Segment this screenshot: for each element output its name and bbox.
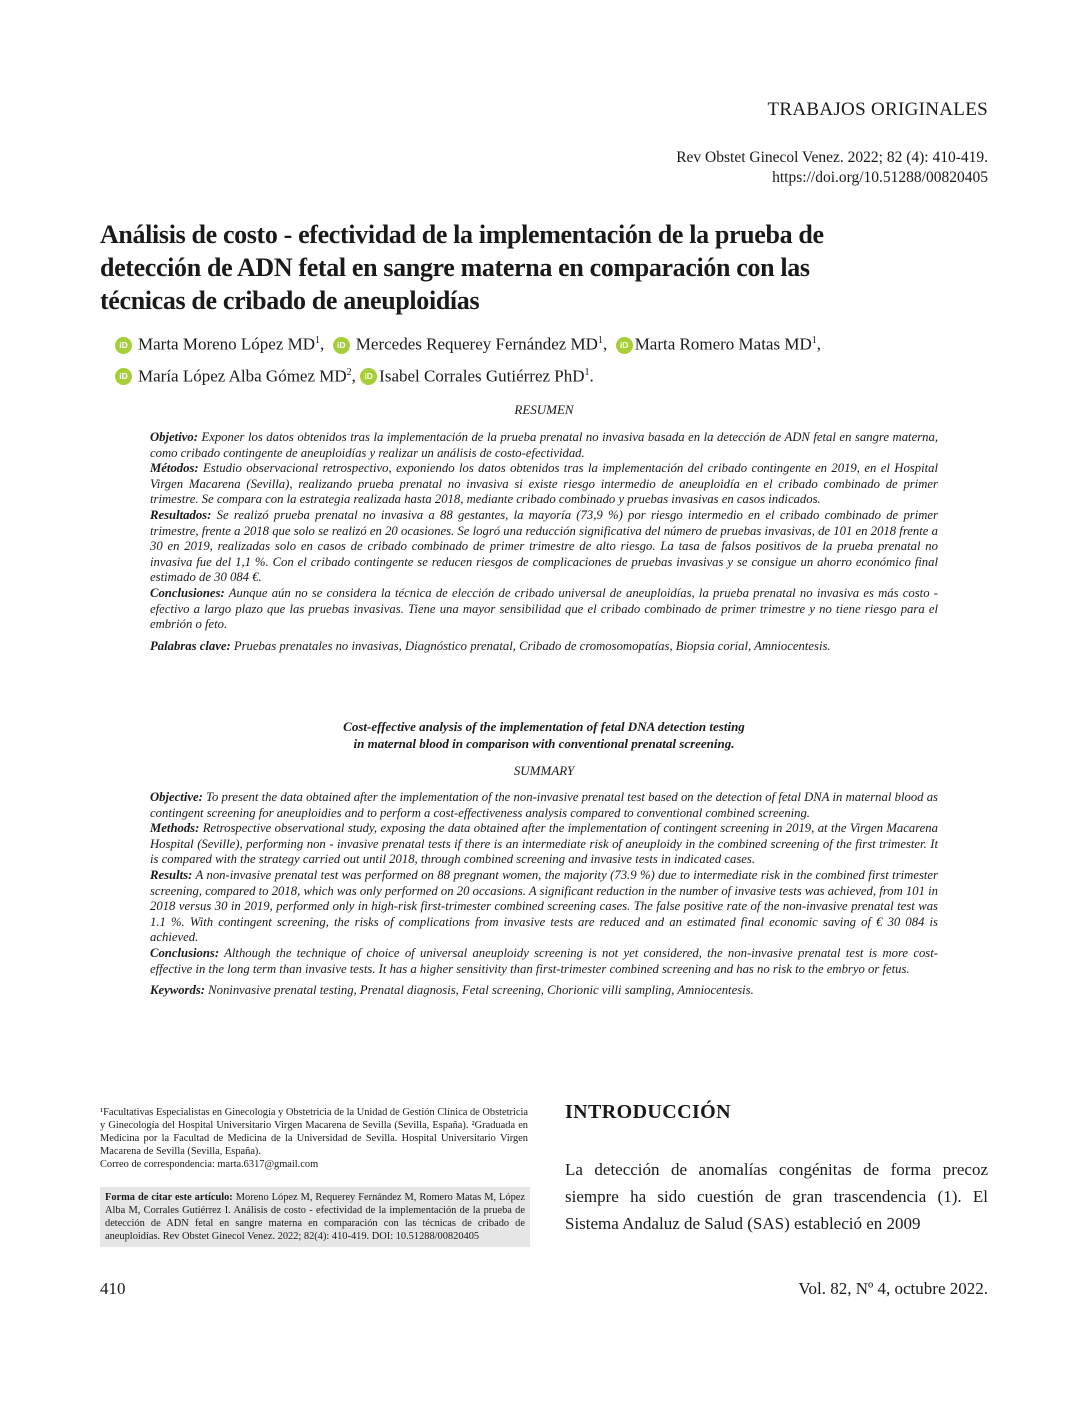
author-separator: , xyxy=(602,334,608,354)
affiliation-mark: 2 xyxy=(346,366,352,378)
affiliation-mark: 1 xyxy=(811,335,817,346)
orcid-icon[interactable]: iD xyxy=(333,337,350,354)
author-name: Mercedes Requerey Fernández MD xyxy=(355,334,598,354)
page-number: 410 xyxy=(100,1279,126,1298)
summary-methods xyxy=(150,821,938,868)
affiliation-mark: 1 xyxy=(597,335,603,346)
correspondence-text: Correo de correspondencia: marta.6317@gmail.com xyxy=(100,1159,319,1170)
citation-box xyxy=(100,1187,530,1247)
palabras-text: Pruebas prenatales no invasivas, Diagnóstico prenatal, Cribado de cromosomopatías, Biopsia corial, Amniocentesis. xyxy=(230,638,831,653)
palabras-label: Palabras clave: xyxy=(150,638,231,653)
methods-label: Methods: xyxy=(150,821,200,836)
orcid-icon[interactable]: iD xyxy=(616,337,633,354)
affiliation-mark: 1 xyxy=(315,335,321,346)
author-name: Isabel Corrales Gutiérrez PhD xyxy=(379,366,585,386)
objective-text: To present the data obtained after the implementation of the non-invasive prenatal test based on the detection of fetal DNA in maternal blood as contingent screening for aneuploidies and to perform a cost-effectiveness analysis compared to conventional combined screening. xyxy=(150,790,938,820)
objetivo-text: Exponer los datos obtenidos tras la implementación de la prueba prenatal no invasiva basada en la detección de ADN fetal en sangre materna, como cribado contingente de aneuploidías y realizar un análisis de costo-efectividad. xyxy=(150,430,938,460)
affiliations-text: ¹Facultativas Especialistas en Ginecología y Obstetricia de la Unidad de Gestión Clínica de Obstetricia y Ginecología del Hospital Universitario Virgen Macarena de Sevilla (Sevilla, España). ²Graduada en Medicina por la Facultad de Medicina de la Universidad de Sevilla. Hospital Universitario Virgen Macarena de Sevilla (Sevilla, España). xyxy=(100,1107,528,1157)
author-name: Marta Moreno López MD xyxy=(138,334,316,354)
section-label: TRABAJOS ORIGINALES xyxy=(767,99,988,120)
summary-heading: SUMMARY xyxy=(513,763,575,778)
conclusiones-text: Aunque aún no se considera la técnica de elección de cribado universal de aneuploidías, la prueba prenatal no invasiva es más costo - efectivo a largo plazo que las pruebas invasivas. Tiene una mayor sensibilidad que el cribado combinado de primer trimestre y no tiene riesgo para el embrión o feto. xyxy=(150,585,938,632)
author-separator: . xyxy=(589,366,594,386)
conclusiones-label: Conclusiones: xyxy=(150,585,225,600)
title-line-3: técnicas de cribado de aneuploidías xyxy=(100,286,480,315)
objetivo-label: Objetivo: xyxy=(150,430,198,444)
author-separator: , xyxy=(816,334,821,354)
orcid-icon[interactable]: iD xyxy=(115,368,132,385)
introduccion-heading: INTRODUCCIÓN xyxy=(565,1101,731,1123)
english-title-line-1: Cost-effective analysis of the implementation of fetal DNA detection testing xyxy=(343,719,745,734)
citation-text: Moreno López M, Requerey Fernández M, Romero Matas M, López Alba M, Corrales Gutiérrez I. Análisis de costo - efectividad de la implementación de la prueba de detección de ADN fetal en sangre materna en comparación con las técnicas de cribado de aneuploidías. Rev Obstet Ginecol Venez. 2022; 82(4): 410-419. DOI: 10.51288/00820405 xyxy=(105,1192,525,1242)
doi-link[interactable]: https://doi.org/10.51288/00820405 xyxy=(772,169,988,186)
article-title xyxy=(100,218,1000,317)
affiliation-mark: 1 xyxy=(584,366,590,378)
summary-block xyxy=(150,790,938,999)
methods-text: Retrospective observational study, exposing the data obtained after the implementation of contingent screening in 2019, at the Virgen Macarena Hospital (Seville), performing non - invasive prenatal tests if there is an intermediate risk of aneuploidy in the combined screening of the first trimester. It is compared with the strategy carried out until 2018, through combined screening and invasive tests in indicated cases. xyxy=(150,821,938,867)
summary-objective xyxy=(150,790,938,821)
title-line-1: Análisis de costo - efectividad de la implementación de la prueba de xyxy=(100,220,824,249)
author-line-1 xyxy=(115,327,1015,359)
journal-citation: Rev Obstet Ginecol Venez. 2022; 82 (4): 410-419. xyxy=(676,149,988,166)
results-text: A non-invasive prenatal test was performed on 88 pregnant women, the majority (73.9 %) due to intermediate risk in the combined first trimester screening, compared to 2018, which was only performed on 20 occasions. A significant reduction in the number of invasive tests was achieved, from 101 in 2018 versus 30 in 2019, performed only in high-risk first-trimester combined screening cases. The false positive rate of the non-invasive prenatal test was 1.1 %. With contingent screening, the risks of complications from invasive tests are reduced and an estimated final economic saving of € 30 084 is achieved. xyxy=(150,867,938,945)
summary-results xyxy=(150,868,938,946)
author-separator: , xyxy=(320,334,325,354)
affiliations-footnote xyxy=(100,1106,528,1171)
english-title xyxy=(100,718,988,752)
title-line-2: detección de ADN fetal en sangre materna en comparación con las xyxy=(100,253,810,282)
orcid-icon[interactable]: iD xyxy=(115,337,132,354)
issue-info: Vol. 82, Nº 4, octubre 2022. xyxy=(798,1279,988,1298)
english-title-line-2: in maternal blood in comparison with conventional prenatal screening. xyxy=(353,736,735,751)
objective-label: Objective: xyxy=(150,790,203,804)
conclusions-label: Conclusions: xyxy=(150,945,220,960)
author-name: Marta Romero Matas MD xyxy=(634,334,812,354)
author-line-2 xyxy=(115,359,1015,391)
resumen-resultados xyxy=(150,508,938,586)
resumen-metodos xyxy=(150,461,938,508)
resultados-text: Se realizó prueba prenatal no invasiva a 88 gestantes, la mayoría (73,9 %) por riesgo intermedio en el cribado combinado de primer trimestre, frente a 2018 que solo se realizó en 20 ocasiones. Se logró una reducción significativa del número de pruebas invasivas, de 101 en 2018 frente a 30 en 2019, realizadas solo en casos de cribado combinado de primer trimestre de alto riesgo. La tasa de falsos positivos de la prueba prenatal no invasiva fue del 1,1 %. Con el cribado contingente se reducen riesgos de complicaciones de pruebas invasivas y se consigue un ahorro económico final estimado de 30 084 €. xyxy=(150,507,938,585)
results-label: Results: xyxy=(150,867,193,882)
orcid-icon[interactable]: iD xyxy=(360,368,377,385)
author-separator: , xyxy=(351,366,356,386)
author-name: María López Alba Gómez MD xyxy=(138,366,347,386)
resultados-label: Resultados: xyxy=(150,507,212,522)
author-list xyxy=(115,327,1015,390)
summary-conclusions xyxy=(150,946,938,977)
conclusions-text: Although the technique of choice of universal aneuploidy screening is not yet considered, the non-invasive prenatal test is more cost-effective in the long term than invasive tests. It has a higher sensitivity than first-trimester combined screening and has no risk to the embryo or fetus. xyxy=(150,945,938,976)
resumen-conclusiones xyxy=(150,586,938,633)
resumen-block xyxy=(150,430,938,654)
citation-label: Forma de citar este artículo: xyxy=(105,1192,233,1203)
introduccion-text: La detección de anomalías congénitas de forma precoz siempre ha sido cuestión de gran trascendencia (1). El Sistema Andaluz de Salud (SAS) estableció en 2009 xyxy=(565,1160,988,1233)
metodos-text: Estudio observacional retrospectivo, exponiendo los datos obtenidos tras la implementación del cribado contingente en 2019, en el Hospital Virgen Macarena (Sevilla), realizando prueba prenatal no invasiva si existe riesgo intermedio de aneuploidía en el cribado combinado de primer trimestre. Se compara con la estrategia realizada hasta 2018, mediante cribado combinado y pruebas invasivas en casos indicados. xyxy=(150,461,938,507)
resumen-palabras-clave xyxy=(150,639,938,655)
keywords-text: Noninvasive prenatal testing, Prenatal diagnosis, Fetal screening, Chorionic villi sampling, Amniocentesis. xyxy=(204,983,754,998)
resumen-objetivo xyxy=(150,430,938,461)
keywords-label: Keywords: xyxy=(150,983,205,998)
summary-keywords xyxy=(150,983,938,999)
metodos-label: Métodos: xyxy=(150,461,199,476)
resumen-heading: RESUMEN xyxy=(514,402,574,417)
